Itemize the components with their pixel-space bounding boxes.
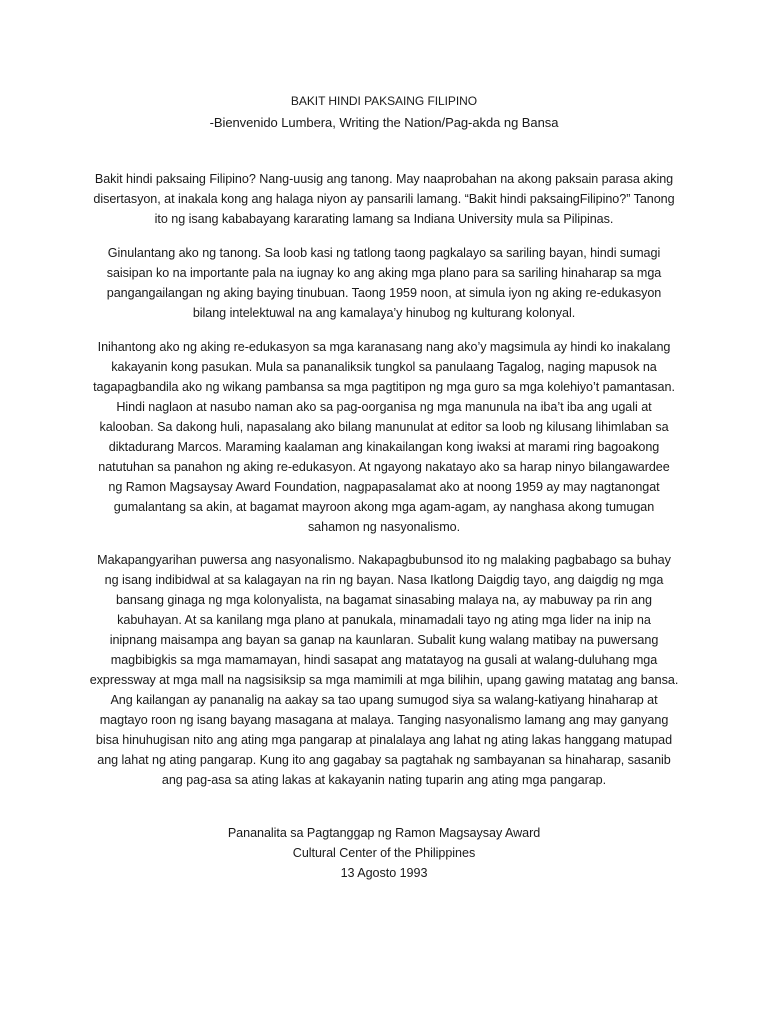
text-line: ito ng isang kababayang kararating lamang sa Indiana University mula sa Pilipinas. bbox=[154, 212, 614, 226]
closing-block bbox=[88, 823, 680, 883]
text-line: tagapagbandila ako ng wikang pambansa sa mga pagtitipon ng mga guro sa mga kolehiyo’t pamantasan. bbox=[93, 380, 675, 394]
text-line: natutuhan sa panahon ng aking re-edukasyon. At ngayong nakatayo ako sa harap ninyo bilangawardee bbox=[98, 460, 670, 474]
text-line: Hindi naglaon at nasubo naman ako sa pag-oorganisa ng mga manunula na iba’t iba ang ugali at bbox=[116, 400, 652, 414]
paragraph-3 bbox=[88, 337, 680, 537]
text-line: expressway at mga mall na nagsisiksip sa mga mamimili at mga bilihin, upang gawing matatag ang bansa. bbox=[89, 673, 679, 687]
text-line: Makapangyarihan puwersa ang nasyonalismo. Nakapagbubunsod ito ng malaking pagbabago sa buhay bbox=[97, 553, 671, 567]
text-line: magtayo roon ng isang bayang masagana at malaya. Tanging nasyonalismo lamang ang may ganyang bbox=[99, 713, 669, 727]
paragraph-2 bbox=[88, 243, 680, 323]
text-line: magbibigkis sa mga mamamayan, hindi sasapat ang matatayog na gusali at walang-duluhang mga bbox=[110, 653, 658, 667]
closing-occasion: Pananalita sa Pagtanggap ng Ramon Magsaysay Award bbox=[227, 826, 541, 840]
document-title: BAKIT HINDI PAKSAING FILIPINO bbox=[290, 94, 478, 108]
text-line: ang pag-asa sa ating lakas at kakayanin nating tuparin ang ating mga pangarap. bbox=[161, 773, 607, 787]
text-line: kakayanin kong pasukan. Mula sa pananaliksik tungkol sa panulaang Tagalog, naging mapusok na bbox=[111, 360, 657, 374]
text-line: Bakit hindi paksaing Filipino? Nang-uusig ang tanong. May naaprobahan na akong paksain parasa aking bbox=[94, 172, 674, 186]
text-line: pangangailangan ng aking baying tinubuan. Taong 1959 noon, at simula iyon ng aking re-edukasyon bbox=[106, 286, 662, 300]
document-byline: -Bienvenido Lumbera, Writing the Nation/Pag-akda ng Bansa bbox=[209, 115, 559, 130]
text-line: bisa hinuhugisan nito ang ating mga pangarap at pinalalaya ang lahat ng ating lakas hanggang matupad bbox=[95, 733, 673, 747]
text-line: Ginulantang ako ng tanong. Sa loob kasi ng tatlong taong pagkalayo sa sariling bayan, hindi sumagi bbox=[107, 246, 661, 260]
text-line: diktadurang Marcos. Maraming kaalaman ang kinakailangan kong iwaksi at marami ring bagoakong bbox=[108, 440, 660, 454]
closing-date: 13 Agosto 1993 bbox=[340, 866, 428, 880]
text-line: ang lahat ng ating pangarap. Kung ito ang gagabay sa pagtahak ng sambayanan sa hinaharap, sasanib bbox=[97, 753, 671, 767]
text-line: kalooban. Sa dakong huli, napasalang ako bilang manunulat at editor sa loob ng kilusang lihimlaban sa bbox=[99, 420, 669, 434]
text-line: disertasyon, at inakala kong ang halaga niyon ay pansarili lamang. “Bakit hindi paksaingFilipino?” Tanong bbox=[93, 192, 675, 206]
paragraph-4 bbox=[88, 550, 680, 790]
text-line: ng isang indibidwal at sa kalagayan na rin ng bayan. Nasa Ikatlong Daigdig tayo, ang daigdig ng mga bbox=[104, 573, 664, 587]
text-line: kabuhayan. At sa kanilang mga plano at panukala, minamadali tayo ng ating mga lider na inip na bbox=[117, 613, 651, 627]
text-line: sahamon ng nasyonalismo. bbox=[307, 520, 461, 534]
text-line: ng Ramon Magsaysay Award Foundation, nagpapasalamat ako at noong 1959 ay may nagtanongat bbox=[108, 480, 660, 494]
paragraph-1 bbox=[88, 169, 680, 229]
text-line: Ang kailangan ay pananalig na aakay sa tao upang sumugod siya sa walang-katiyang hinaharap at bbox=[110, 693, 658, 707]
text-line: bansang ginaga ng mga kolonyalista, na bagamat sinasabing malaya na, ay mabuway pa rin ang bbox=[116, 593, 652, 607]
text-line: bilang intelektuwal na ang kamalaya’y hinubog ng kulturang kolonyal. bbox=[192, 306, 576, 320]
text-line: Inihantong ako ng aking re-edukasyon sa mga karanasang nang ako’y magsimula ay hindi ko inakalang bbox=[97, 340, 671, 354]
closing-venue: Cultural Center of the Philippines bbox=[292, 846, 476, 860]
text-line: inipnang maisampa ang bayan sa ganap na kaunlaran. Subalit kung walang matibay na puwersang bbox=[109, 633, 659, 647]
document-body bbox=[88, 91, 680, 883]
text-line: saisipan ko na importante pala na iugnay ko ang aking mga plano para sa sariling hinaharap sa mga bbox=[106, 266, 662, 280]
text-line: gumalantang sa akin, at bagamat mayroon akong mga agam-agam, ay nanghasa akong tumugan bbox=[113, 500, 655, 514]
